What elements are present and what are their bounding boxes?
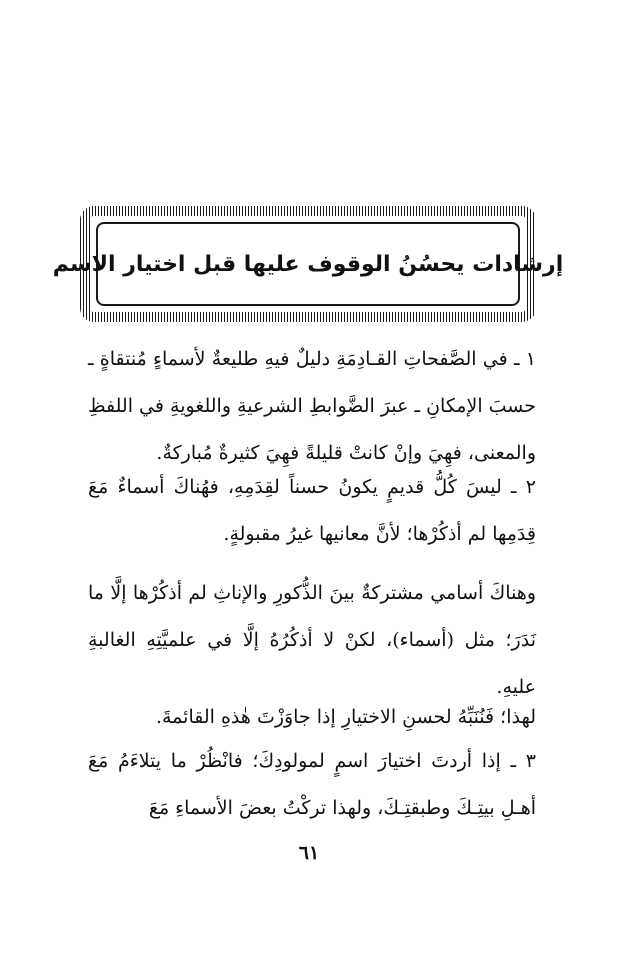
paragraph-5: ٣ ـ إذا أردتَ اختيارَ اسمٍ لمولودِكَ؛ فانْظُرْ ما يتلاءَمُ مَعَ أهـلِ بيتِـكَ وطبقتِـكَ، ولهذا تركْتُ بعضَ الأسماءِ مَعَ	[88, 750, 536, 819]
paragraph-2: ٢ ـ ليسَ كُلُّ قديمٍ يكونُ حسناً لقِدَمِهِ، فهُناكَ أسماءٌ مَعَ قِدَمِها لم أذكُرْها؛ لأنَّ معانيها غيرُ مقبولةٍ.	[88, 476, 536, 545]
section-heading: إرشادات يحسُنُ الوقوف عليها قبل اختيار الاسم	[52, 251, 564, 277]
heading-frame	[52, 206, 564, 322]
heading-inner-border	[52, 222, 564, 306]
paragraph-4: لهذا؛ فَنُنَبِّهُ لحسنِ الاختيارِ إذا جاوَزْتَ هٰذهِ القائمةَ.	[155, 706, 536, 728]
paragraph-3: وهناكَ أسامي مشتركةٌ بينَ الذُّكورِ والإناثِ لم أذكُرْها إلَّا ما نَدَرَ؛ مثل (أسماء)، لكنْ لا أذكُرُهُ إلَّا في علميَّتِهِ الغالبةِ عليهِ.	[88, 582, 536, 698]
paragraph-1: ١ ـ في الصَّفحاتِ القـادِمَةِ دليلٌ فيهِ طليعةٌ لأسماءٍ مُنتقاةٍ ـ حسبَ الإمكانِ ـ عبرَ الضَّوابطِ الشرعيةِ واللغويةِ في اللفظِ والمعنى، فهِيَ وإنْ كانتْ قليلةً فهِيَ كثيرةٌ مُباركةٌ.	[88, 348, 536, 464]
page-number: ٦١	[298, 842, 320, 864]
